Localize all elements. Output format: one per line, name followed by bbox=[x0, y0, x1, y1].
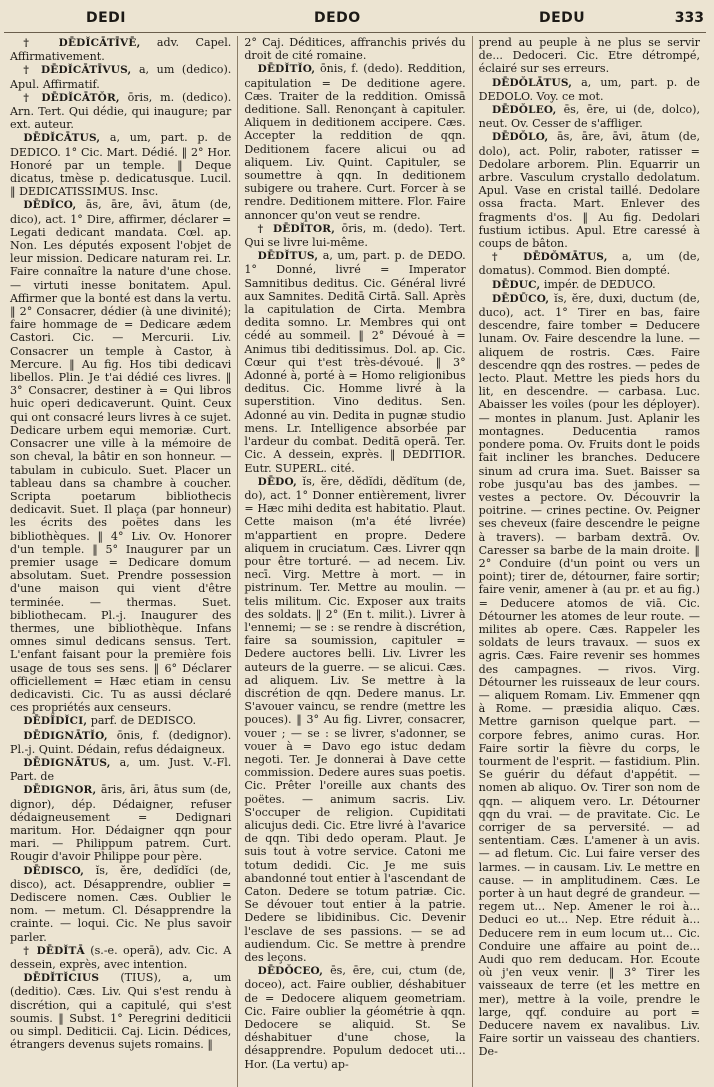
dictionary-entry bbox=[479, 103, 700, 130]
entry-body: ōris, m. (dedo). Tert. Qui se livre lui-même. bbox=[244, 221, 466, 250]
entry-body: āris, āri, ātus sum (de, dignor), dép. Dédaigner, refuser dédaigneusement = Dedignari maritum. Hor. Dédaigner qqn pour mari. — Philippum patrem. Curt. Rougir d'avoir Philippe pour père. bbox=[10, 783, 232, 864]
entry-headword: DĒDĬDĬCI, bbox=[23, 715, 88, 728]
dictionary-entry bbox=[10, 783, 231, 863]
dictionary-entry bbox=[479, 130, 700, 250]
dictionary-entry bbox=[10, 36, 231, 63]
entry-headword: † DĒDĬTĀ bbox=[23, 944, 85, 957]
entry-body: prend au peuple à ne plus se servir de... Dedoceri. Cic. Etre détrompé, éclairé sur ses erreurs. bbox=[478, 36, 700, 76]
header-guideword-left: DEDI bbox=[86, 10, 127, 26]
entry-headword: DĒDŎLĀTUS, bbox=[491, 76, 573, 89]
entry-headword: DĒDĬCĀTUS, bbox=[23, 132, 101, 145]
entry-body: 2° Caj. Déditices, affranchis privés du droit de cité romaine. bbox=[244, 36, 466, 63]
entry-body: ās, āre, āvi, ātum (de, dolo), act. Polir, raboter, ratisser = Dedolare arborem. Plin. Equarrir un arbre. Vasculum crystallo dedolatum. Apul. Vase en cristal taillé. Dedolare ossa fracta. Mart. Enlever des fragments d'os. ‖ Au fig. Dedolari fustium ictibus. Apul. Etre caressé à coups de bâton. bbox=[478, 130, 700, 251]
dictionary-entry bbox=[10, 91, 231, 132]
entry-headword: DĒDŪCO, bbox=[491, 292, 550, 305]
entry-headword: † DĒDŎMĀTUS, bbox=[491, 251, 608, 264]
entry-body: ās, āre, āvi, ātum (de, dico), act. 1° Dire, affirmer, déclarer = Legati dedicant mandata. Cœl. ap. Non. Les députés exposent l'objet de leur mission. Dedicare naturam rei. Lr. Faire connaître la nature d'une chose. — virtuti inesse bonitatem. Apul. Affirmer que la bonté est dans la vertu. ‖ 2° Consacrer, dédier (à une divinité); faire hommage de = Dedicare ædem Castori. Cic. — Mercurii. Liv. Consacrer un temple à Castor, à Mercure. ‖ Au fig. Hos tibi dedicavi libellos. Plin. Je t'ai dédié ces livres. ‖ 3° Consacrer, destiner à = Qui libros huic operi dedicaverunt. Quint. Ceux qui ont consacré leurs livres à ce sujet. Dedicare urbem equi memoriæ. Curt. Consacrer une ville à la mémoire de son cheval, la bâtir en son honneur. — tabulam in cubiculo. Suet. Placer un tableau dans sa chambre à coucher. Scripta poetarum bibliothecis dedicavit. Suet. Il plaça (par honneur) les écrits des poëtes dans les bibliothèques. ‖ 4° Liv. Ov. Honorer d'un temple. ‖ 5° Inaugurer par un premier usage = Dedicare domum absolutam. Suet. Prendre possession d'une maison qui vient d'être terminée. — thermas. Suet. bibliothecam. Pl.-j. Inaugurer des thermes, une bibliothèque. Infans omnes simul dedicans sensus. Tert. L'enfant faisant pour la première fois usage de tous ses sens. ‖ 6° Déclarer officiellement = Hæc etiam in censu dedicavisti. Cic. Tu as aussi déclaré ces propriétés aux censeurs. bbox=[10, 198, 232, 715]
dictionary-entry bbox=[479, 292, 700, 1059]
entry-body: parf. de DEDISCO. bbox=[90, 714, 197, 728]
entry-headword: DĒDIGNĀTĬO, bbox=[23, 729, 108, 742]
entry-headword: DĒDISCO, bbox=[23, 864, 85, 877]
entry-body: ēs, ēre, cui, ctum (de, doceo), act. Faire oublier, déshabituer de = Dedocere aliquem geometriam. Cic. Faire oublier la géométrie à qqn. Dedocere se aliquid. St. Se déshabituer d'une chose, la désapprendre. Populum dedocet uti... Hor. (La vertu) ap- bbox=[244, 964, 466, 1071]
entry-headword: DĒDĬTUS, bbox=[257, 250, 319, 263]
entry-body: a, um (dedico). Apul. Affirmatif. bbox=[10, 63, 232, 91]
dictionary-entry bbox=[10, 714, 231, 728]
column-right bbox=[472, 36, 706, 1087]
entry-body: ĭs, ĕre, dedĭdĭci (de, disco), act. Désapprendre, oublier = Dediscere nomen. Cæs. Oublier le nom. — metum. Cl. Désapprendre la crainte. — loqui. Cic. Ne plus savoir parler. bbox=[10, 863, 232, 944]
entry-body: ĭs, ĕre, dĕdĭdi, dĕdĭtum (de, do), act. 1° Donner entièrement, livrer = Hæc mihi dedita est habitatio. Plaut. Cette maison (m'a été livrée) m'appartient en propre. Dedere aliquem in cruciatum. Cæs. Livrer qqn pour être torturé. — ad necem. Liv. necī. Virg. Mettre à mort. — in pistrinum. Ter. Mettre au moulin. — telis militum. Cic. Exposer aux traits des soldats. ‖ 2° (En t. milit.). Livrer à l'ennemi; — se : se rendre à discrétion, faire sa soumission, capituler = Dedere auctores belli. Liv. Livrer les auteurs de la guerre. — se alicui. Cæs. ad aliquem. Liv. Se mettre à la discrétion de qqn. Dedere manus. Lr. S'avouer vaincu, se rendre (mettre les pouces). ‖ 3° Au fig. Livrer, consacrer, vouer ; — se : se livrer, s'adonner, se vouer à = Davo ego istuc dedam negoti. Ter. Je donnerai à Dave cette commission. Dedere aures suas poetis. Cic. Prêter l'oreille aux chants des poëtes. — animum sacris. Liv. S'occuper de religion. Cupiditati alicujus dedi. Cic. Etre livré à l'avarice de qqn. Tibi dedo operam. Plaut. Je suis tout à votre service. Catoni me totum dedidi. Cic. Je me suis abandonné tout entier à l'ascendant de Caton. Dedere se totum patriæ. Cic. Se dévouer tout entier à la patrie. Dedere se libidinibus. Cic. Devenir l'esclave de ses passions. — se ad audiendum. Cic. Se mettre à prendre des leçons. bbox=[244, 474, 466, 965]
entry-headword: DĒDĬTĬCIUS bbox=[23, 972, 100, 985]
entry-headword: DĒDĬTĬO, bbox=[257, 63, 316, 76]
entry-body: a, um, part. p. de DEDO. 1° Donné, livré = Imperator Samnitibus deditus. Cic. Général livré aux Samnites. Deditā Cirtā. Sall. Après la capitulation de Cirta. Membra dedita somno. Lr. Membres qui ont cédé au sommeil. ‖ 2° Dévoué à = Animus tibi deditissimus. Dol. ap. Cic. Cœur qui t'est très-dévoué. ‖ 3° Adonné à, porté à = Homo religionibus deditus. Cic. Homme livré à la superstition. Vino deditus. Sen. Adonné au vin. Dedita in pugnæ studio mens. Lr. Intelligence absorbée par l'ardeur du combat. Deditā operā. Ter. Cic. A dessein, exprès. ‖ DEDITIOR. Eutr. SUPERL. cité. bbox=[244, 249, 466, 475]
entry-headword: DĒDŎLEO, bbox=[491, 104, 557, 117]
dictionary-entry bbox=[244, 249, 465, 474]
entry-headword: DĒDIGNĀTUS, bbox=[23, 756, 111, 769]
running-header bbox=[4, 10, 704, 30]
entry-body: a, um, part. p. de DEDOLO. Voy. ce mot. bbox=[478, 75, 700, 103]
dictionary-entry bbox=[10, 944, 231, 971]
header-guideword-right: DEDU bbox=[539, 10, 586, 26]
dictionary-entry bbox=[10, 63, 231, 90]
dictionary-entry bbox=[479, 36, 700, 76]
entry-body: ōnis, f. (dedo). Reddition, capitulation = De deditione agere. Cæs. Traiter de la reddition. Omissā deditione. Sall. Renonçant à capituler. Aliquem in deditionem accipere. Cæs. Accepter la reddition de qqn. Deditionem facere alicui ou ad aliquem. Liv. Quint. Capituler, se soumettre à qqn. In deditionem subigere ou trahere. Curt. Forcer à se rendre. Deditionem mittere. Flor. Faire annoncer qu'on veut se rendre. bbox=[244, 62, 466, 222]
dictionary-entry bbox=[10, 756, 231, 783]
entry-body: (TIUS), a, um (deditio). Cæs. Liv. Qui s'est rendu à discrétion, qui a capitulé, qui s'est soumis. ‖ Subst. 1° Peregrini dediticii ou simpl. Dediticii. Caj. Licin. Dédices, étrangers devenus sujets romains. ‖ bbox=[10, 971, 232, 1052]
dictionary-entry bbox=[479, 278, 700, 292]
entry-body: impér. de DEDUCO. bbox=[543, 277, 656, 291]
entry-body: ōnis, f. (dedignor). Pl.-j. Quint. Dédain, refus dédaigneux. bbox=[10, 728, 232, 756]
column-left bbox=[4, 36, 237, 1087]
entry-headword: DĒDŎCEO, bbox=[257, 965, 324, 978]
entry-body: ōris, m. (dedico). Arn. Tert. Qui dédie, qui inaugure; par ext. auteur. bbox=[10, 90, 232, 132]
entry-headword: DĒDO, bbox=[257, 475, 298, 488]
dictionary-entry bbox=[244, 222, 465, 249]
dictionary-entry bbox=[10, 198, 231, 714]
entry-headword: † DĒDĬCĀTĪVUS, bbox=[23, 64, 132, 77]
dictionary-entry bbox=[479, 250, 700, 277]
entry-headword: † DĒDĬCĀTŎR, bbox=[23, 91, 120, 104]
column-middle bbox=[237, 36, 471, 1087]
entry-body: a, um. Just. V.-Fl. Part. de bbox=[10, 755, 232, 784]
header-guideword-middle: DEDO bbox=[314, 10, 361, 26]
entry-body: a, um (de, domatus). Commod. Bien dompté. bbox=[478, 250, 700, 278]
page-number: 333 bbox=[674, 10, 704, 26]
entry-headword: DĒDUC, bbox=[491, 278, 541, 291]
entry-body: ēs, ēre, ui (de, dolco), neut. Ov. Cesser de s'affliger. bbox=[478, 103, 700, 131]
entry-headword: DĒDIGNOR, bbox=[23, 784, 97, 797]
dictionary-entry bbox=[244, 964, 465, 1071]
dictionary-entry bbox=[10, 864, 231, 944]
text-columns bbox=[4, 36, 706, 1087]
entry-headword: † DĒDĬTOR, bbox=[257, 222, 336, 235]
entry-body: (s.-e. operā), adv. Cic. A dessein, exprès, avec intention. bbox=[10, 943, 232, 972]
dictionary-entry bbox=[244, 36, 465, 62]
dictionary-entry bbox=[10, 729, 231, 756]
header-rule bbox=[4, 32, 706, 33]
dictionary-entry bbox=[244, 475, 465, 965]
entry-body: a, um, part. p. de DEDICO. 1° Cic. Mart. Dédié. ‖ 2° Hor. Honoré par un temple. ‖ Deque dicatus, tmèse p. dedicatusque. Lucil. ‖ DEDICATISSIMUS. Insc. bbox=[10, 131, 232, 199]
entry-headword: DĒDŎLO, bbox=[491, 131, 549, 144]
entry-headword: † DĒDĬCĀTĪVĒ, bbox=[23, 37, 141, 49]
entry-body: adv. Capel. Affirmativement. bbox=[10, 36, 232, 64]
dictionary-entry bbox=[479, 76, 700, 103]
dictionary-entry bbox=[10, 131, 231, 198]
entry-headword: DĒDĬCO, bbox=[23, 199, 77, 212]
entry-body: ĭs, ĕre, duxi, ductum (de, duco), act. 1° Tirer en bas, faire descendre, faire tomber = Deducere lunam. Ov. Faire descendre la lune. — aliquem de rostris. Cæs. Faire descendre qqn des rostres. — pedes de lecto. Plaut. Mettre les pieds hors du lit, en descendre. — carbasa. Luc. Abaisser les voiles (pour les déployer). — montes in planum. Just. Aplanir les montagnes. Deducentia ramos pondere poma. Ov. Fruits dont le poids fait incliner les branches. Deducere sinum ad crura ima. Suet. Baisser sa robe jusqu'au bas des jambes. — vestes a pectore. Ov. Découvrir la poitrine. — crines pectine. Ov. Peigner ses cheveux (faire descendre le peigne à travers). — barbam dextrā. Ov. Caresser sa barbe de la main droite. ‖ 2° Conduire (d'un point ou vers un point); tirer de, détourner, faire sortir; faire venir, amener à (au pr. et au fig.) = Deducere atomos de viā. Cic. Détourner les atomes de leur route. — milites ab opere. Cæs. Rappeler les soldats de leurs travaux. — suos ex agris. Cæs. Faire revenir ses hommes des campagnes. — rivos. Virg. Détourner les ruisseaux de leur cours. — aliquem Romam. Liv. Emmener qqn à Rome. — præsidia aliquo. Cæs. Mettre garnison quelque part. — corpore febres, animo curas. Hor. Faire sortir la fièvre du corps, le tourment de l'esprit. — fastidium. Plin. Se guérir du défaut d'appétit. — nomen ab aliquo. Ov. Tirer son nom de qqn. — aliquem vero. Lr. Détourner qqn du vrai. — de pravitate. Cic. Le corriger de sa perversité. — ad sententiam. Cæs. L'amener à un avis. — ad fletum. Cic. Lui faire verser des larmes. — in causam. Liv. Le mettre en cause. — in amplitudinem. Cæs. Le porter à un haut degré de grandeur. — regem ut... Nep. Amener le roi à... Deduci eo ut... Nep. Etre réduit à... Deducere rem in eum locum ut... Cic. Conduire une affaire au point de... Audi quo rem deducam. Hor. Ecoute où j'en veux venir. ‖ 3° Tirer les vaisseaux de terre (et les mettre en mer), mettre à la voile, prendre le large, qqf. conduire au port = Deducere navem ex navalibus. Liv. Faire sortir un vaisseau des chantiers. De- bbox=[478, 291, 700, 1059]
dictionary-entry bbox=[244, 62, 465, 221]
dictionary-entry bbox=[10, 971, 231, 1051]
